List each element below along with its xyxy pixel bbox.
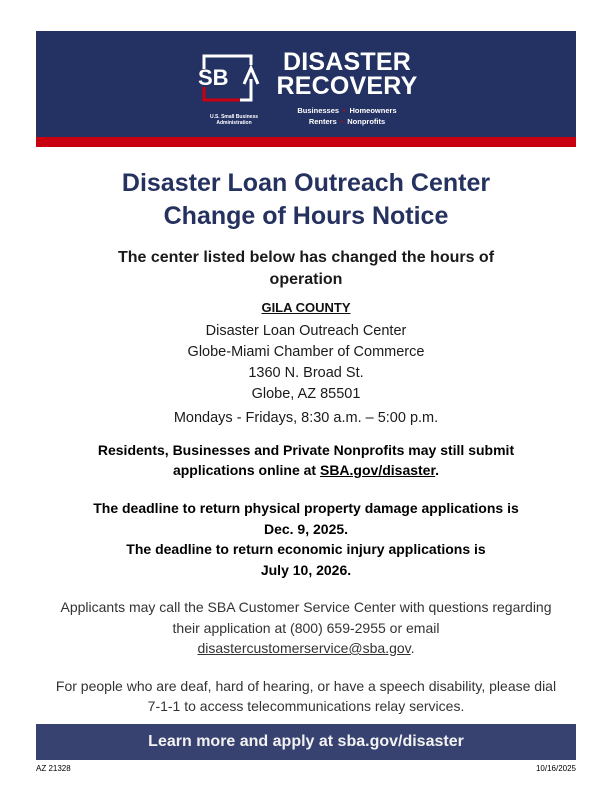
online-text: Residents, Businesses and Private Nonprofits may still submit applications online at (97, 442, 515, 478)
contact-text: Applicants may call the SBA Customer Service Center with questions regarding their application at (800) 659-2955 or email (60, 599, 552, 636)
physical-deadline-date: Dec. 9, 2025. (263, 520, 349, 537)
logo-caption-line1: U.S. Small Business (209, 114, 259, 120)
document-date: 10/16/2025 (535, 764, 576, 773)
physical-deadline-text: The deadline to return physical property damage applications is (93, 500, 519, 516)
eidl-deadline-date: July 10, 2026. (260, 561, 352, 578)
online-end: . (435, 462, 440, 478)
online-application-notice (80, 440, 532, 480)
county-name: GILA COUNTY (261, 300, 351, 315)
sba-logo-text: SB (198, 65, 229, 90)
center-address (40, 321, 572, 405)
sba-disaster-link[interactable]: SBA.gov/disaster (319, 462, 436, 478)
audience-homeowners: Homeowners (349, 106, 397, 115)
disaster-recovery-title (276, 50, 418, 98)
customer-service-contact (60, 597, 552, 659)
customer-service-email-link[interactable]: disastercustomerservice@sba.gov (197, 640, 411, 656)
center-city-state-zip: Globe, AZ 85501 (251, 386, 361, 402)
page-title (40, 167, 572, 233)
audience-line-2 (276, 117, 418, 128)
bullet-icon: • (343, 108, 346, 115)
footer-bar (36, 724, 576, 760)
page-title-line1: Disaster Loan Outreach Center (121, 169, 491, 197)
audience-renters: Renters (308, 117, 337, 126)
footer-cta-text: Learn more and apply at sba.gov/disaster (148, 733, 464, 750)
relay-services-notice: For people who are deaf, hard of hearing, or have a speech disability, please dial 7-1-1 to access telecommunications relay services. (55, 678, 557, 714)
bullet-icon: • (340, 119, 344, 126)
dr-title-line2: RECOVERY (276, 72, 418, 100)
eidl-deadline-text: The deadline to return economic injury applications is (126, 541, 486, 557)
audience-nonprofits: Nonprofits (347, 117, 386, 126)
dr-title-line1: DISASTER (282, 48, 411, 76)
contact-end: . (410, 640, 415, 656)
center-location: Globe-Miami Chamber of Commerce (187, 344, 425, 360)
logo-caption-line2: Administration (216, 120, 252, 126)
disaster-recovery-audiences (276, 106, 418, 128)
audience-businesses: Businesses (297, 106, 340, 115)
audience-line-1 (276, 106, 418, 117)
center-street: 1360 N. Broad St. (248, 365, 364, 381)
deadlines (60, 498, 552, 580)
sba-logo-caption (192, 114, 276, 126)
banner-red-stripe (36, 137, 576, 147)
document-id: AZ 21328 (36, 764, 71, 773)
notice-subtitle: The center listed below has changed the hours of operation (117, 249, 495, 288)
center-name: Disaster Loan Outreach Center (205, 323, 407, 339)
page-title-line2: Change of Hours Notice (163, 202, 449, 230)
center-hours: Mondays - Fridays, 8:30 a.m. – 5:00 p.m. (173, 410, 439, 426)
